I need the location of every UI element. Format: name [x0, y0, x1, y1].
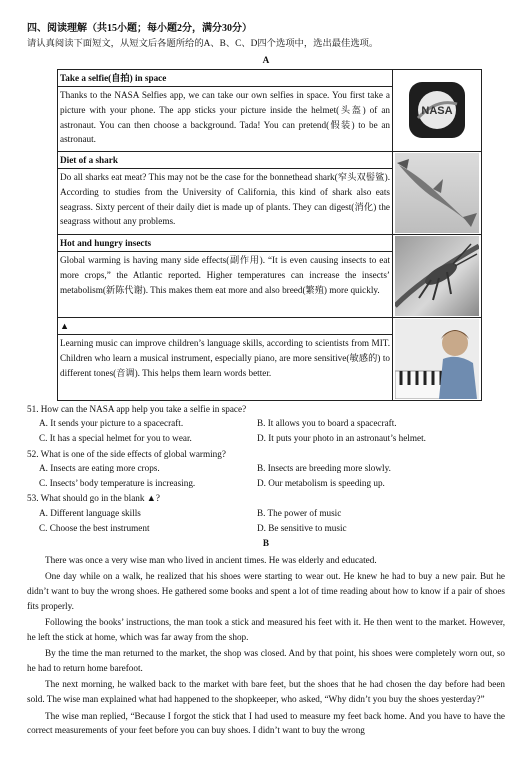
ad-heading: ▲ — [58, 318, 392, 336]
option-a[interactable]: A. Different language skills — [39, 507, 141, 518]
question-53 — [27, 491, 505, 535]
ad-body: Do all sharks eat meat? This may not be the case for the bonnethead shark(窄头双髻鲨). According to studies from the University of California, this kind of shark also eats seagrass. Sixty percent of their daily diet is made up of plants. They can digest(消化) the seagrass without any problems. — [60, 172, 390, 227]
option-a[interactable]: A. It sends your picture to a spacecraft. — [39, 418, 184, 429]
ad-heading: Take a selfie(自拍) in space — [58, 70, 392, 88]
passage-a-label: A — [262, 55, 270, 66]
option-a[interactable]: A. Insects are eating more crops. — [39, 463, 160, 474]
question-stem: 52. What is one of the side effects of global warming? — [27, 448, 226, 459]
option-b[interactable]: B. It allows you to board a spacecraft. — [257, 418, 397, 429]
question-options — [27, 506, 505, 535]
ad-image-cell — [393, 151, 482, 234]
nasa-logo-text: NASA — [421, 105, 453, 118]
ad-body: Global warming is having many side effects(副作用). “It is even causing insects to eat more crops,” the Atlantic reported. Higher temperatures can increase the insects’ metabolism(新陈代谢). This makes them eat more and also breed(繁殖) more quickly. — [60, 255, 390, 295]
ad-row — [58, 234, 482, 317]
option-b[interactable]: B. The power of music — [257, 507, 342, 518]
question-stem: 51. How can the NASA app help you take a selfie in space? — [27, 403, 247, 414]
ad-row — [58, 151, 482, 234]
ad-image-cell — [393, 317, 482, 400]
passage-paragraph: Following the books’ instructions, the man took a stick and measured his feet with it. He then went to the market. However, he left the stick at home, which was far away from the shop. — [27, 617, 505, 642]
exam-page — [27, 22, 505, 740]
passage-paragraph: One day while on a walk, he realized that his shoes were starting to wear out. He knew he had to buy a new pair. But he didn’t want to buy the wrong shoes. He gathered some books and spent a lot of time reading about how to know if a pair of shoes fits properly. — [27, 571, 505, 611]
child-piano-image — [395, 319, 479, 399]
ad-text-cell — [58, 317, 393, 400]
ad-image-cell — [393, 69, 482, 151]
option-c[interactable]: C. Insects’ body temperature is increasing. — [39, 477, 196, 488]
section-title: 四、阅读理解（共15小题；每小题2分，满分30分） — [27, 23, 252, 34]
nasa-logo-icon — [407, 80, 467, 140]
section-instructions: 请认真阅读下面短文，从短文后各题所给的A、B、C、D四个选项中，选出最佳选项。 — [27, 38, 379, 49]
option-b[interactable]: B. Insects are breeding more slowly. — [257, 463, 391, 474]
ad-text-cell — [58, 234, 393, 317]
ad-body: Thanks to the NASA Selfies app, we can take our own selfies in space. You first take a picture with your phone. The app sticks your picture inside the helmet(头盔) of an astronaut. You can then choose a background. Tada! You can pretend(假装) to be an astronaut. — [60, 90, 390, 145]
question-options — [27, 461, 505, 490]
insect-image — [395, 236, 479, 316]
option-d[interactable]: D. It puts your photo in an astronaut’s helmet. — [257, 432, 426, 443]
shark-image — [395, 153, 479, 233]
nasa-logo-image — [395, 71, 479, 150]
ad-image-cell — [393, 234, 482, 317]
ad-row — [58, 69, 482, 151]
question-options — [27, 416, 505, 445]
question-51 — [27, 402, 505, 446]
ad-row — [58, 317, 482, 400]
passage-b — [27, 553, 505, 738]
insect-icon — [395, 236, 479, 316]
ad-body: Learning music can improve children’s language skills, according to scientists from MIT. Children who learn a musical instrument, especially piano, are more sensitive(敏感的) to different tones(音调). This helps them learn words better. — [60, 338, 390, 378]
option-c[interactable]: C. It has a special helmet for you to wear. — [39, 432, 192, 443]
child-piano-icon — [395, 319, 479, 399]
ad-text-cell — [58, 151, 393, 234]
shark-icon — [395, 153, 479, 233]
option-c[interactable]: C. Choose the best instrument — [39, 522, 150, 533]
passage-paragraph: The next morning, he walked back to the market with bare feet, but the shoes that he had chosen the day before had been sold. The wise man explained what had happened to the shopkeeper, who asked, “Why didn’t you buy the shoes yesterday?” — [27, 679, 505, 705]
passage-b-label: B — [262, 538, 270, 549]
passage-paragraph: By the time the man returned to the market, the shop was closed. And by that point, his shoes were completely worn out, so he had to return home barefoot. — [27, 648, 505, 673]
question-52 — [27, 447, 505, 491]
passage-a-table — [57, 69, 482, 401]
ad-text-cell — [58, 69, 393, 151]
option-d[interactable]: D. Our metabolism is speeding up. — [257, 477, 385, 488]
ad-heading: Diet of a shark — [58, 152, 392, 170]
ad-heading: Hot and hungry insects — [58, 235, 392, 253]
passage-paragraph: There was once a very wise man who lived in ancient times. He was elderly and educated. — [45, 554, 377, 565]
question-stem: 53. What should go in the blank ▲? — [27, 493, 160, 504]
option-d[interactable]: D. Be sensitive to music — [257, 522, 347, 533]
passage-paragraph: The wise man replied, “Because I forgot the stick that I had used to measure my feet back home. And you have to have the correct measurements of your feet before you can buy shoes. I didn’t want to buy the wrong — [27, 710, 505, 736]
